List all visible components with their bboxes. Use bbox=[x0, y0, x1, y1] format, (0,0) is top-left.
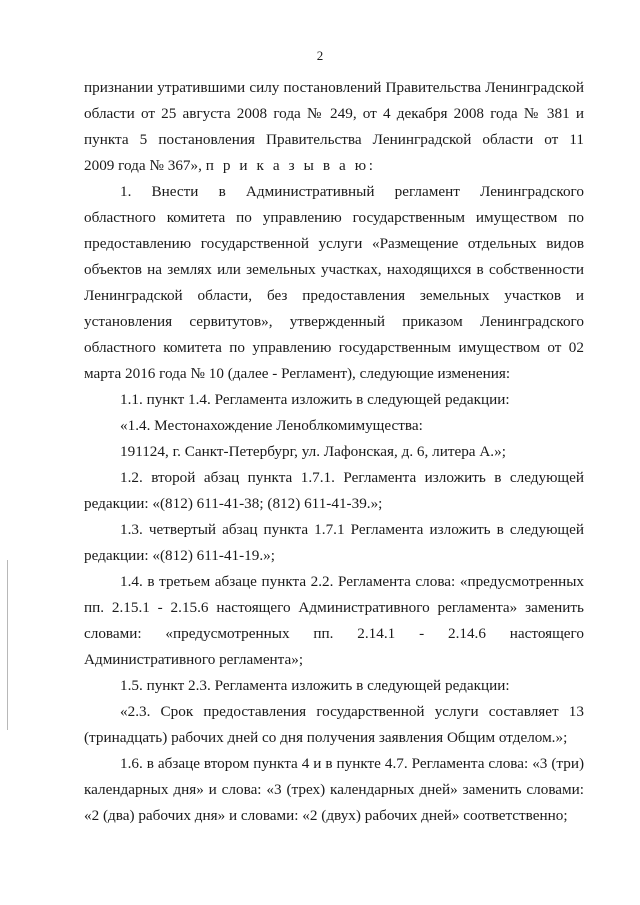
text-line: 1. Внести в Административный регламент Ленинградского bbox=[120, 183, 584, 200]
text-line: объектов на землях или земельных участках, находящихся в собственности bbox=[84, 261, 584, 278]
text-line: 1.2. второй абзац пункта 1.7.1. Регламента изложить в следующей bbox=[120, 469, 584, 486]
text-line: областного комитета по управлению государственным имуществом по bbox=[84, 209, 584, 226]
text-line: области от 25 августа 2008 года № 249, от 4 декабря 2008 года № 381 и bbox=[84, 105, 584, 122]
text-line: марта 2016 года № 10 (далее - Регламент), следующие изменения: bbox=[84, 365, 511, 382]
text-line: словами: «предусмотренных пп. 2.14.1 - 2.14.6 настоящего bbox=[84, 625, 584, 642]
text-fragment-spaced: п р и к а з ы в а ю: bbox=[205, 157, 376, 174]
text-line: «1.4. Местонахождение Леноблкомимущества: bbox=[120, 417, 423, 434]
text-line: «2.3. Срок предоставления государственной услуги составляет 13 bbox=[120, 703, 584, 720]
text-line: Административного регламента»; bbox=[84, 651, 304, 668]
text-line: 1.3. четвертый абзац пункта 1.7.1 Регламента изложить в следующей bbox=[120, 521, 584, 538]
scan-mark bbox=[7, 560, 8, 730]
text-line: 191124, г. Санкт-Петербург, ул. Лафонская, д. 6, литера А.»; bbox=[120, 443, 506, 460]
text-line: пункта 5 постановления Правительства Ленинградской области от 11 bbox=[84, 131, 584, 148]
text-line: Ленинградской области, без предоставления земельных участков и bbox=[84, 287, 584, 304]
text-line: редакции: «(812) 611-41-38; (812) 611-41-39.»; bbox=[84, 495, 383, 512]
text-line: 1.6. в абзаце втором пункта 4 и в пункте 4.7. Регламента слова: «3 (три) bbox=[120, 755, 584, 772]
text-line: 1.1. пункт 1.4. Регламента изложить в следующей редакции: bbox=[120, 391, 510, 408]
text-fragment: 2009 года № 367», bbox=[84, 157, 202, 174]
text-line: редакции: «(812) 611-41-19.»; bbox=[84, 547, 275, 564]
page-number: 2 bbox=[316, 48, 324, 63]
text-line: (тринадцать) рабочих дней со дня получения заявления Общим отделом.»; bbox=[84, 729, 568, 746]
text-line: признании утратившими силу постановлений Правительства Ленинградской bbox=[84, 79, 584, 96]
text-line: установления сервитутов», утвержденный приказом Ленинградского bbox=[84, 313, 584, 330]
text-line: предоставлению государственной услуги «Размещение отдельных видов bbox=[84, 235, 584, 252]
text-line: «2 (два) рабочих дня» и словами: «2 (двух) рабочих дней» соответственно; bbox=[84, 807, 568, 824]
text-line: пп. 2.15.1 - 2.15.6 настоящего Административного регламента» заменить bbox=[84, 599, 584, 616]
text-line: календарных дня» и слова: «3 (трех) календарных дней» заменить словами: bbox=[84, 781, 584, 798]
text-line bbox=[84, 156, 584, 176]
text-line: 1.5. пункт 2.3. Регламента изложить в следующей редакции: bbox=[120, 677, 510, 694]
text-line: 1.4. в третьем абзаце пункта 2.2. Регламента слова: «предусмотренных bbox=[120, 573, 584, 590]
text-line: областного комитета по управлению государственным имуществом от 02 bbox=[84, 339, 584, 356]
